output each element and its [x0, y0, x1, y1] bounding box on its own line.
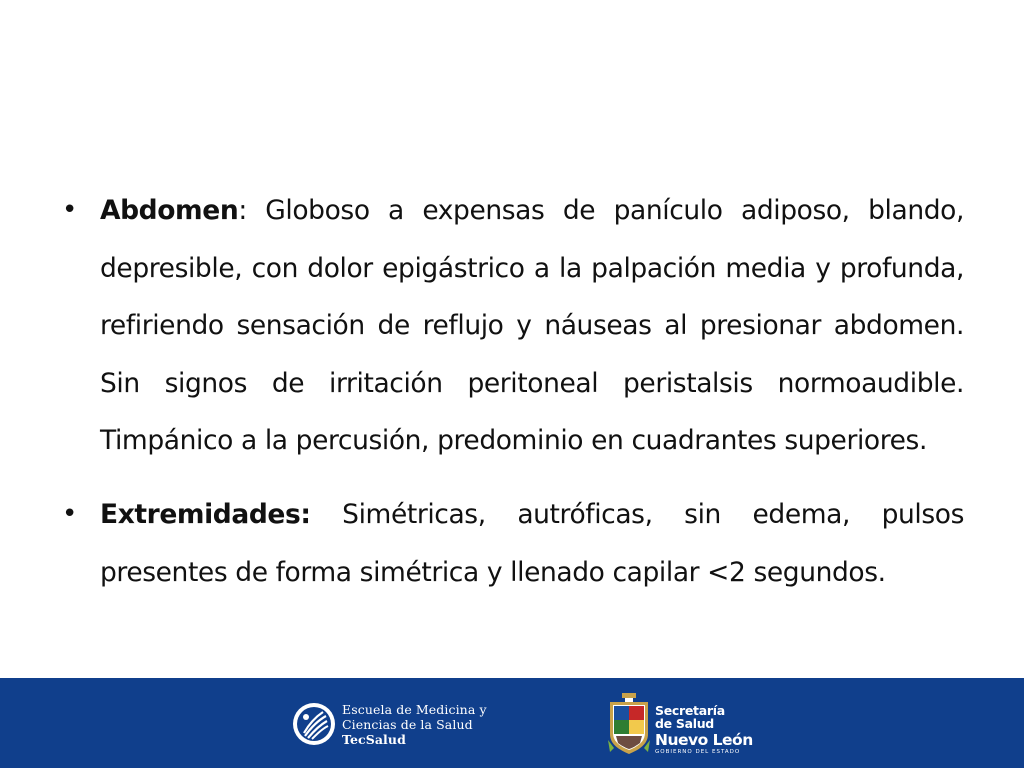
school-name-line-2: Ciencias de la Salud — [342, 717, 473, 732]
bullet-term: Abdomen — [100, 195, 239, 226]
state-subtitle: GOBIERNO DEL ESTADO — [655, 749, 741, 755]
bullet-dot: • — [62, 498, 78, 529]
bullet-dot: • — [62, 195, 78, 225]
bullet-description: : Globoso a expensas de panículo adiposo, blando, depresible, con dolor epigástrico a la palpación media y profunda, refiriendo sensación de reflujo y náuseas al presionar abdomen. Sin signos de irritación peritoneal peristalsis normoaudible. Timpánico a la percusión, predominio en cuadrantes superiores. — [100, 195, 964, 457]
slide-content — [62, 182, 964, 617]
nuevo-leon-coat-of-arms-icon — [606, 690, 652, 758]
secretaria-salud-text — [655, 704, 753, 756]
bullet-term: Extremidades: — [100, 498, 311, 530]
bullet-text — [100, 182, 964, 470]
state-name: Nuevo León — [655, 731, 753, 749]
bullet-text — [100, 486, 964, 601]
bullet-extremidades — [62, 486, 964, 601]
school-name-line-1: Escuela de Medicina y — [342, 702, 487, 717]
secretaria-line-2: de Salud — [655, 716, 714, 731]
tecsalud-logo-icon — [292, 702, 336, 746]
bullet-abdomen — [62, 182, 964, 470]
secretaria-line-1: Secretaría — [655, 703, 725, 718]
school-name-line-3: TecSalud — [342, 732, 406, 747]
footer-bar — [0, 678, 1024, 768]
bullet-description: Simétricas, autróficas, sin edema, pulsos presentes de forma simétrica y llenado capilar <2 segundos. — [100, 498, 964, 588]
school-name — [342, 702, 487, 747]
